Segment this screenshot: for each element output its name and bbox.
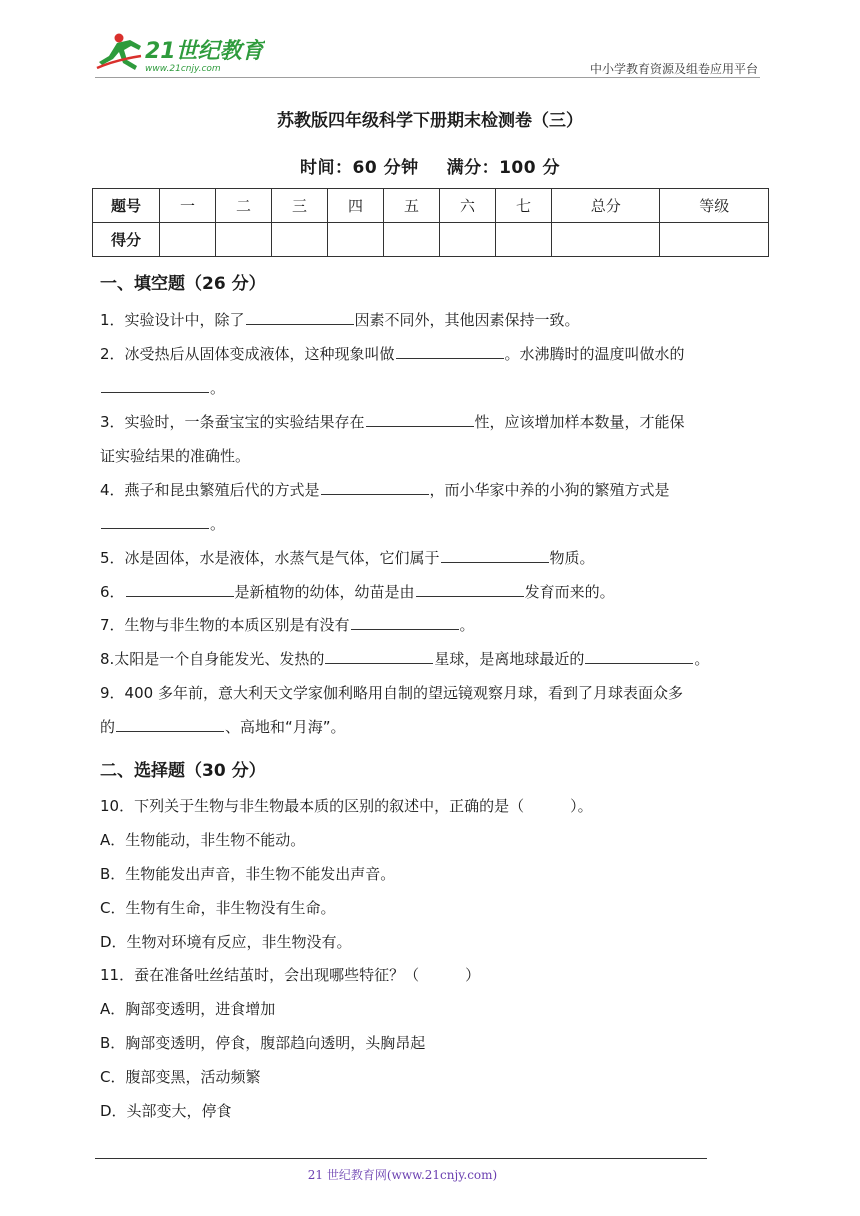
score-table-score-row [93, 223, 769, 257]
exam-info [0, 153, 860, 178]
page-title: 苏教版四年级科学下册期末检测卷（三） [277, 111, 583, 131]
answer-blank[interactable] [246, 310, 354, 325]
score-entry-cell[interactable] [552, 223, 660, 257]
answer-blank[interactable] [101, 514, 209, 529]
section-heading-choice: 二、选择题（30 分） [100, 761, 266, 781]
answer-blank[interactable] [325, 649, 433, 664]
logo [95, 30, 265, 76]
question-11: 11．蚕在准备吐丝结茧时，会出现哪些特征？（ ） [100, 966, 481, 984]
question-8: 8.太阳是一个自身能发光、发热的 星球，是离地球最近的 。 [100, 650, 710, 668]
score-entry-cell[interactable] [384, 223, 440, 257]
question-6: 6． 是新植物的幼体，幼苗是由 发育而来的。 [100, 583, 615, 601]
option-a: A．生物能动，非生物不能动。 [100, 831, 306, 849]
logo-text: 21世纪教育 [145, 39, 264, 64]
footer-divider [95, 1158, 707, 1159]
score-table-cell: 等级 [660, 189, 769, 223]
score-entry-cell[interactable] [496, 223, 552, 257]
exam-full-score: 满分：100 分 [446, 158, 560, 178]
answer-blank[interactable] [116, 717, 224, 732]
score-table-header-row [93, 189, 769, 223]
answer-blank[interactable] [366, 412, 474, 427]
score-table [92, 188, 769, 257]
score-table-cell: 二 [216, 189, 272, 223]
option-a: A．胸部变透明，进食增加 [100, 1000, 276, 1018]
section-heading-fill-blank: 一、填空题（26 分） [100, 274, 266, 294]
header-divider [95, 77, 760, 78]
score-table-cell: 三 [272, 189, 328, 223]
question-2-cont: 。 [100, 378, 225, 398]
answer-blank[interactable] [321, 480, 429, 495]
runner-icon [97, 34, 141, 71]
option-c: C．生物有生命，非生物没有生命。 [100, 899, 336, 917]
answer-blank[interactable] [396, 344, 504, 359]
score-table-cell: 题号 [93, 189, 160, 223]
option-d: D．生物对环境有反应，非生物没有。 [100, 933, 352, 951]
score-entry-cell[interactable] [328, 223, 384, 257]
page-header [95, 30, 760, 78]
question-5: 5．冰是固体，水是液体，水蒸气是气体，它们属于 物质。 [100, 549, 595, 567]
question-9: 9．400 多年前，意大利天文学家伽利略用自制的望远镜观察月球，看到了月球表面众多 [100, 684, 683, 702]
question-10: 10．下列关于生物与非生物最本质的区别的叙述中，正确的是（ ）。 [100, 797, 593, 815]
score-entry-cell[interactable] [440, 223, 496, 257]
logo-url: www.21cnjy.com [145, 64, 221, 74]
score-entry-cell[interactable] [160, 223, 216, 257]
score-entry-cell[interactable] [272, 223, 328, 257]
score-table-cell: 得分 [93, 223, 160, 257]
score-table-cell: 四 [328, 189, 384, 223]
platform-name: 中小学教育资源及组卷应用平台 [589, 62, 758, 76]
exam-time: 时间：60 分钟 [300, 158, 419, 178]
question-2: 2．冰受热后从固体变成液体，这种现象叫做 。水沸腾时的温度叫做水的 [100, 345, 685, 363]
footer-text: 21 世纪教育网(www.21cnjy.com) [307, 1168, 498, 1182]
question-7: 7．生物与非生物的本质区别是有没有 。 [100, 616, 475, 634]
question-4: 4．燕子和昆虫繁殖后代的方式是 ，而小华家中养的小狗的繁殖方式是 [100, 481, 670, 499]
score-entry-cell[interactable] [216, 223, 272, 257]
score-table-cell: 一 [160, 189, 216, 223]
question-9-cont: 的 、高地和“月海”。 [100, 718, 346, 736]
option-b: B．胸部变透明，停食，腹部趋向透明，头胸昂起 [100, 1034, 426, 1052]
score-entry-cell[interactable] [660, 223, 769, 257]
question-1: 1．实验设计中，除了 因素不同外，其他因素保持一致。 [100, 311, 580, 329]
answer-blank[interactable] [416, 582, 524, 597]
answer-blank[interactable] [585, 649, 693, 664]
option-d: D．头部变大，停食 [100, 1102, 232, 1120]
option-c: C．腹部变黑，活动频繁 [100, 1068, 261, 1086]
answer-blank[interactable] [351, 615, 459, 630]
score-table-cell: 五 [384, 189, 440, 223]
score-table-cell: 总分 [552, 189, 660, 223]
answer-blank[interactable] [441, 548, 549, 563]
answer-blank[interactable] [101, 378, 209, 393]
question-3-cont: 证实验结果的准确性。 [100, 447, 251, 465]
score-table-cell: 六 [440, 189, 496, 223]
answer-blank[interactable] [126, 582, 234, 597]
score-table-cell: 七 [496, 189, 552, 223]
option-b: B．生物能发出声音，非生物不能发出声音。 [100, 865, 396, 883]
question-4-cont: 。 [100, 514, 225, 534]
question-3: 3．实验时，一条蚕宝宝的实验结果存在 性，应该增加样本数量，才能保 [100, 413, 685, 431]
